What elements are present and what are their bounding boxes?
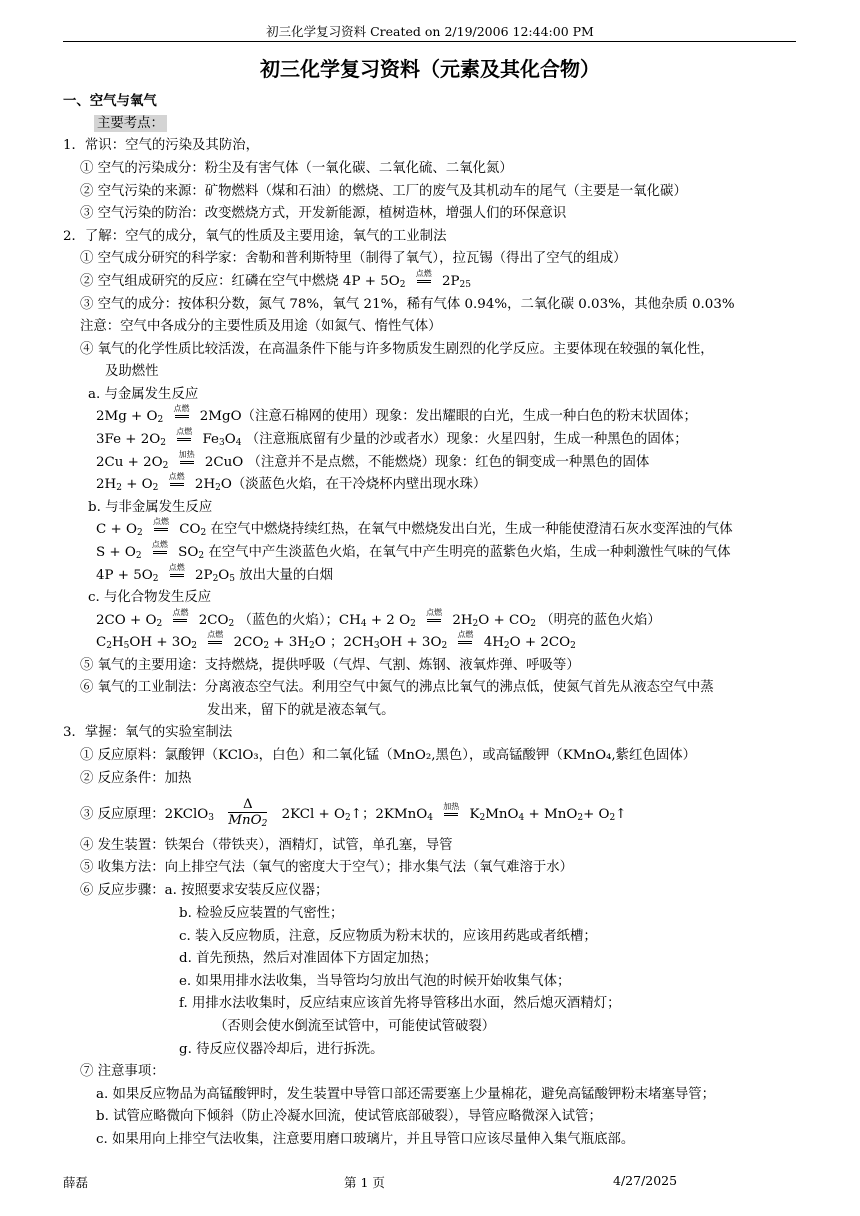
equation-line: $S + O_2$ 点燃 $SO_2$ 在空气中产生淡蓝色火焰，在氧气中产生明亮的蓝紫色火焰，生成一种刺激性气味的气体 (96, 539, 731, 561)
paragraph: 1．常识：空气的污染及其防治， (63, 138, 259, 153)
equation-line: $2Mg + O_2$ 点燃 2MgO（注意石棉网的使用）现象：发出耀眼的白光，生成一种白色的粉末状固体； (96, 403, 697, 425)
paragraph: 3．掌握：氧气的实验室制法 (63, 725, 233, 740)
page-header: 初三化学复习资料 Created on 2/19/2006 12:44:00 PM (266, 24, 594, 39)
list-item: ③ 空气污染的防治：改变燃烧方式，开发新能源，植树造林，增强人们的环保意识 (80, 206, 567, 221)
equation-line: $2Cu + 2O_2$ 加热 2CuO （注意并不是点燃，不能燃烧）现象：红色的铜变成一种黑色的固体 (96, 449, 650, 471)
equation-line: $2CO + O_2$ 点燃 $2CO_2$ （蓝色的火焰）；$CH_4 + 2$ $O_2$ 点燃 $2H_2O + CO_2$ （明亮的蓝色火焰） (96, 607, 661, 629)
list-item: ③ 空气的成分：按体积分数，氮气 78%，氧气 21%，稀有气体 0.94%，二氧化碳 0.03%，其他杂质 0.03% (80, 297, 735, 312)
step-item-cont: （否则会使水倒流至试管中，可能使试管破裂） (214, 1019, 496, 1034)
equation-line: $3Fe + 2O_2$ 点燃 $Fe_3O_4$ （注意瓶底留有少量的沙或者水）现象：火星四射，生成一种黑色的固体； (96, 426, 688, 448)
step-item: f. 用排水法收集时，反应结束应该首先将导管移出水面，然后熄灭酒精灯； (179, 996, 621, 1011)
note-item: c. 如果用向上排空气法收集，注意要用磨口玻璃片，并且导管口应该尽量伸入集气瓶底部。 (96, 1132, 635, 1147)
document-title: 初三化学复习资料（元素及其化合物） (260, 57, 600, 81)
sub-heading: a. 与金属发生反应 (88, 387, 199, 402)
list-item: ④ 氧气的化学性质比较活泼，在高温条件下能与许多物质发生剧烈的化学反应。主要体现在较强的氧化性， (80, 342, 714, 357)
key-points-text: 主要考点： (94, 115, 167, 132)
equation-line: $C_2H_5OH + 3O_2$ 点燃 $2CO_2 + 3H_2O$ ；$2CH_3OH + 3O_2$ 点燃 $4H_2O + 2CO_2$ (96, 629, 576, 651)
key-points-label (94, 114, 167, 134)
reaction-condition: 点燃 (413, 274, 435, 290)
sub-heading: c. 与化合物发生反应 (88, 590, 212, 605)
step-item: e. 如果用排水法收集，当导管均匀放出气泡的时候开始收集气体； (179, 974, 571, 989)
note-item: b. 试管应略微向下倾斜（防止冷凝水回流，使试管底部破裂），导管应略微深入试管； (96, 1109, 602, 1124)
list-item: ② 空气污染的来源：矿物燃料（煤和石油）的燃烧、工厂的废气及其机动车的尾气（主要是一氧化碳） (80, 184, 687, 199)
list-item: ① 空气的污染成分：粉尘及有害气体（一氧化碳、二氧化硫、二氧化氮） (80, 161, 513, 176)
list-item: ⑥ 反应步骤：a. 按照要求安装反应仪器； (80, 883, 329, 898)
list-item-cont: 及助燃性 (105, 364, 159, 379)
list-item: ⑥ 氧气的工业制法：分离液态空气法。利用空气中氮气的沸点比氧气的沸点低，使氮气首先从液态空气中蒸 (80, 680, 714, 695)
footer-date: 4/27/2025 (613, 1173, 678, 1188)
step-item: b. 检验反应装置的气密性； (179, 906, 344, 921)
note-item: a. 如果反应物品为高锰酸钾时，发生装置中导管口部还需要塞上少量棉花，避免高锰酸钾粉末堵塞导管； (96, 1087, 716, 1102)
equation-line: ② 空气组成研究的反应：红磷在空气中燃烧 $4P + 5O_2$ 点燃 $2P_{25}$ (80, 268, 471, 290)
list-item: ④ 发生装置：铁架台（带铁夹），酒精灯，试管，单孔塞，导管 (80, 838, 453, 853)
list-item: ② 反应条件：加热 (80, 771, 192, 786)
sub-heading: b. 与非金属发生反应 (88, 500, 213, 515)
step-item: c. 装入反应物质，注意，反应物质为粉末状的，应该用药匙或者纸槽； (179, 929, 597, 944)
list-item-cont: 发出来，留下的就是液态氧气。 (207, 703, 395, 718)
paragraph: 2．了解：空气的成分，氧气的性质及主要用途，氧气的工业制法 (63, 229, 447, 244)
list-item: ① 反应原料：氯酸钾（KClO₃，白色）和二氧化锰（MnO₂,黑色），或高锰酸钾（KMnO₄,紫红色固体） (80, 748, 697, 763)
footer-page-number: 第 1 页 (344, 1175, 385, 1190)
list-item: ⑤ 氧气的主要用途：支持燃烧，提供呼吸（气焊、气割、炼钢、液氧炸弹、呼吸等） (80, 658, 580, 673)
step-item: d. 首先预热，然后对准固体下方固定加热； (179, 951, 438, 966)
equation-line: $C + O_2$ 点燃 $CO_2$ 在空气中燃烧持续红热，在氧气中燃烧发出白光，生成一种能使澄清石灰水变浑浊的气体 (96, 516, 733, 538)
fraction-condition: $\frac{\Delta}{MnO_2}$ (228, 797, 268, 829)
header-rule (63, 41, 796, 42)
equation-line: $4P + 5O_2$ 点燃 $2P_2O_5$ 放出大量的白烟 (96, 562, 334, 584)
equation-line: ③ 反应原理：2KClO$_3$ $\frac{\Delta}{MnO_2}$ $2KCl + O_2↑$；2KMnO$_4$ 加热 $K_2MnO_4 + MnO_2+$ $O_2↑$ (80, 797, 627, 832)
equation-line: $2H_2 + O_2$ 点燃 $2H_2O$（淡蓝色火焰，在干冷烧杯内壁出现水珠） (96, 471, 487, 493)
note: 注意：空气中各成分的主要性质及用途（如氮气、惰性气体） (80, 319, 442, 334)
footer-author: 薛磊 (63, 1175, 89, 1190)
list-item: ⑦ 注意事项： (80, 1064, 165, 1079)
list-item: ① 空气成分研究的科学家：舍勒和普利斯特里（制得了氧气），拉瓦锡（得出了空气的组成） (80, 251, 627, 266)
list-item: ⑤ 收集方法：向上排空气法（氧气的密度大于空气）；排水集气法（氧气难溶于水） (80, 860, 574, 875)
step-item: g. 待反应仪器冷却后，进行拆洗。 (179, 1042, 384, 1057)
section-heading: 一、空气与氧气 (63, 94, 157, 109)
